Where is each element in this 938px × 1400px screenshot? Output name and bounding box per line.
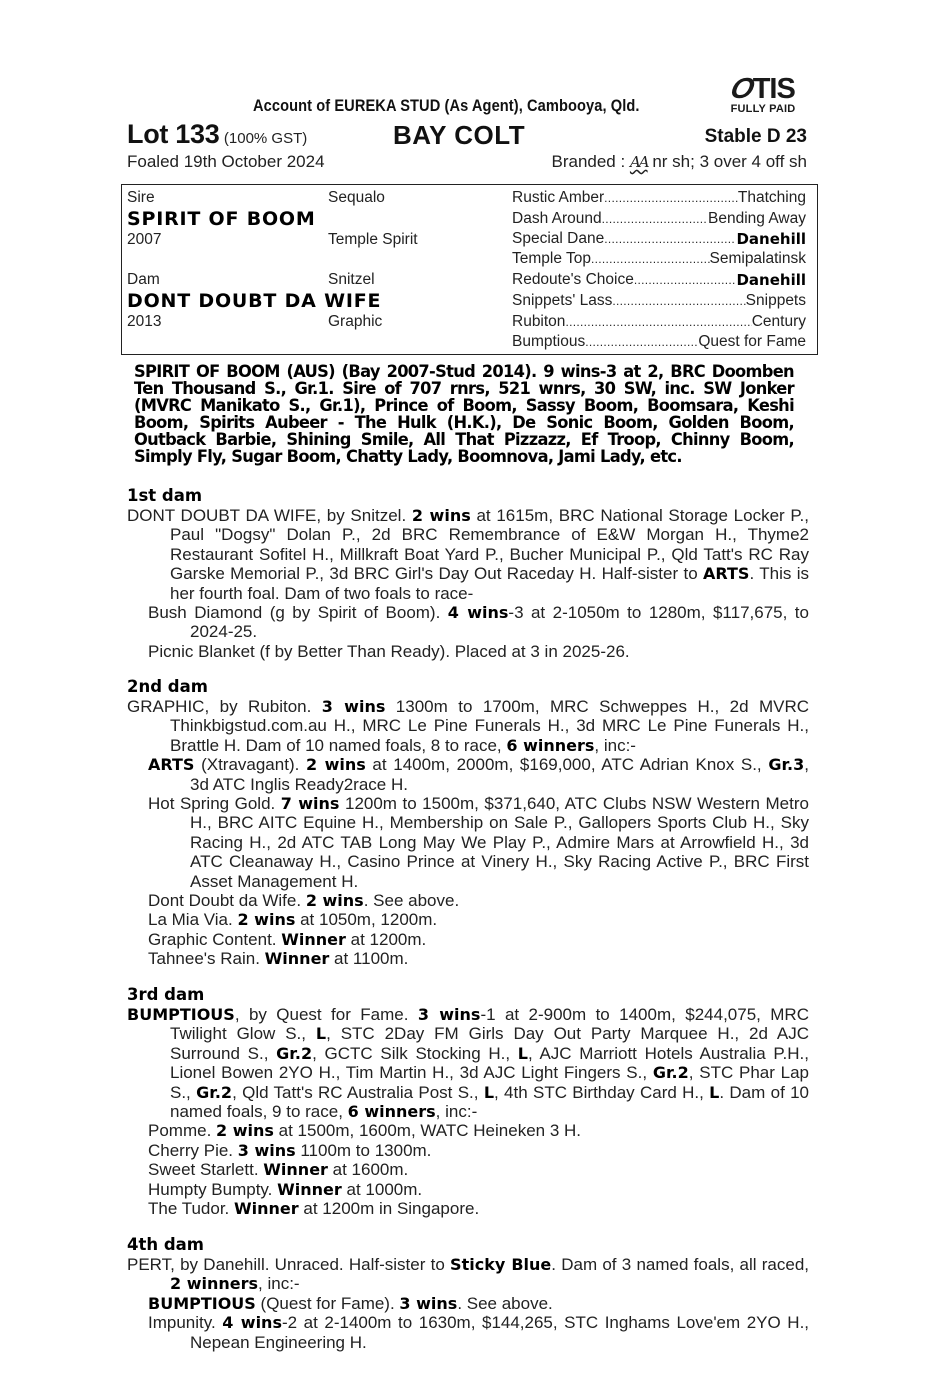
pedigree-line xyxy=(512,210,806,228)
section-title: 2nd dam xyxy=(127,677,208,696)
bold-text: 3 wins xyxy=(321,697,386,716)
bold-text: Winner xyxy=(264,949,330,969)
bold-text: 2 winners xyxy=(170,1274,259,1294)
pedigree-line xyxy=(512,230,806,248)
text: , 4th STC Birthday Card H., xyxy=(494,1082,710,1102)
progeny-entry xyxy=(127,891,809,910)
section-title: 1st dam xyxy=(127,486,203,505)
pedigree-line xyxy=(512,189,806,207)
fourth-dam-section xyxy=(127,1235,809,1352)
ancestor-right: Century xyxy=(751,313,806,330)
bold-text: 2 wins xyxy=(305,755,366,775)
bold-text: 3 wins xyxy=(417,1005,481,1024)
branded-suffix: nr sh; 3 over 4 off sh xyxy=(647,152,807,171)
ancestor-right: Danehill xyxy=(736,230,806,248)
bold-text: L xyxy=(315,1024,327,1044)
bold-text: 6 winners xyxy=(506,735,595,755)
bold-text: BUMPTIOUS xyxy=(127,1005,235,1024)
ancestor-right: Thatching xyxy=(737,189,806,206)
text: Bush Diamond (g by Spirit of Boom). xyxy=(148,603,448,623)
text: , STC Phar Lap S., xyxy=(170,1063,810,1102)
bold-text: Winner xyxy=(281,929,346,949)
ancestor-right: Quest for Fame xyxy=(698,333,806,350)
bold-text: Winner xyxy=(263,1160,328,1180)
leader-dots xyxy=(612,292,745,310)
sire-label: Sire xyxy=(127,189,155,206)
dam-name: DONT DOUBT DA WIFE xyxy=(127,290,382,312)
text: (Xtravagant). xyxy=(194,755,306,775)
text: (Quest for Fame). xyxy=(255,1293,400,1313)
pedigree-line xyxy=(512,271,806,289)
dam-entry xyxy=(127,506,809,603)
text: , inc:- xyxy=(435,1102,478,1122)
bold-text: 7 wins xyxy=(280,794,340,814)
text: 1100m to 1300m. xyxy=(295,1140,432,1160)
ancestor-left: Bumptious xyxy=(512,333,586,350)
progeny-entry xyxy=(127,603,809,642)
bold-text: L xyxy=(483,1082,495,1102)
progeny-entry xyxy=(127,642,809,661)
bold-text: 2 wins xyxy=(305,891,364,911)
bold-text: ARTS xyxy=(148,755,195,775)
ancestor-right: Danehill xyxy=(736,271,806,289)
text: . This is her fourth foal. Dam of two foals to race- xyxy=(170,564,809,603)
text: Hot Spring Gold. xyxy=(148,794,281,814)
first-dam-section xyxy=(127,486,809,661)
progeny-entry xyxy=(127,949,809,968)
text: Humpty Bumpty. xyxy=(148,1179,278,1199)
bold-text: L xyxy=(517,1043,528,1063)
ancestor-left: Special Dane xyxy=(512,230,605,247)
lot-label: Lot 133 xyxy=(127,119,220,149)
leader-dots xyxy=(565,313,751,331)
bold-text: Gr.2 xyxy=(276,1043,313,1063)
sire-name: SPIRIT OF BOOM xyxy=(127,208,316,230)
text: Picnic Blanket (f by Better Than Ready). Placed at 3 in 2025-26. xyxy=(148,641,630,661)
text: , inc:- xyxy=(594,735,636,755)
text: at 1050m, 1200m. xyxy=(295,910,438,930)
sire-year: 2007 xyxy=(127,231,162,248)
pedigree-line xyxy=(512,292,806,310)
text: 1300m to 1700m, MRC Schweppes H., 2d MVRC Thinkbigstud.com.au H., MRC Le Pine Funerals H., 3d MRC Le Pine Funerals H., Brattle H. Dam of 10 named foals, 8 to race, xyxy=(170,697,810,755)
bold-text: Winner xyxy=(234,1199,299,1219)
branded-prefix: Branded : xyxy=(551,152,630,171)
leader-dots xyxy=(604,230,736,248)
ancestor-left: Dash Around xyxy=(512,210,602,227)
otis-logo-icon xyxy=(720,73,806,115)
progeny-entry xyxy=(127,1141,809,1160)
brand-mark-icon: AA xyxy=(629,153,648,171)
sire-sire: Sequalo xyxy=(328,189,385,206)
text: Impunity. xyxy=(148,1313,223,1333)
progeny-entry xyxy=(127,1294,809,1313)
dam-entry xyxy=(127,1005,809,1121)
text: , 3d ATC Inglis Ready2race H. xyxy=(190,755,809,794)
text: , STC 2Day FM Girls Day Out Party Marquee H., 2d AJC Surround S., xyxy=(170,1024,810,1063)
ancestor-left: Temple Top xyxy=(512,250,591,267)
dam-entry xyxy=(127,1255,809,1294)
dam-sire: Snitzel xyxy=(328,271,375,288)
bold-text: 2 wins xyxy=(237,910,296,930)
text: . Dam of 10 named foals, 9 to race, xyxy=(170,1082,810,1122)
ancestor-right: Bending Away xyxy=(708,210,806,227)
lot-number xyxy=(127,119,307,150)
bold-text: BUMPTIOUS xyxy=(148,1293,256,1313)
text: Cherry Pie. xyxy=(148,1140,238,1160)
text: . See above. xyxy=(457,1293,553,1313)
text: The Tudor. xyxy=(148,1199,234,1219)
leader-dots xyxy=(602,210,708,228)
bold-text: 2 wins xyxy=(216,1121,274,1141)
bold-text: Gr.3 xyxy=(768,755,805,775)
bold-text: 6 winners xyxy=(347,1102,436,1122)
progeny-entry xyxy=(127,1199,809,1218)
text: DONT DOUBT DA WIFE, by Snitzel. xyxy=(127,506,412,525)
section-title: 3rd dam xyxy=(127,985,205,1004)
pedigree-line xyxy=(512,250,806,268)
progeny-entry xyxy=(127,1313,809,1352)
text: Sweet Starlett. xyxy=(148,1160,264,1180)
ancestor-left: Rustic Amber xyxy=(512,189,605,206)
text: Dont Doubt da Wife. xyxy=(148,891,306,911)
progeny-entry xyxy=(127,910,809,929)
text: , Qld Tatt's RC Australia Post S., xyxy=(232,1082,484,1102)
text: at 1615m, BRC National Storage Locker P., Paul "Dogsy" Dolan P., 2d BRC Remembrance of E&W Morgan H., Thyme2 Restaurant Sofitel H., Millkraft Boat Yard P., Bucher Municipal P., Qld Tatt's RC Ray Garske Memorial P., 3d BRC Girl's Day Out Raceday H. Half-sister to xyxy=(170,506,809,584)
leader-dots xyxy=(634,271,737,289)
bold-text: Gr.2 xyxy=(652,1063,689,1083)
text: at 1100m. xyxy=(329,949,409,969)
text: . Dam of 3 named foals, all raced, xyxy=(551,1255,810,1274)
bold-text: 4 wins xyxy=(222,1313,282,1333)
pedigree-line xyxy=(512,313,806,331)
bold-text: L xyxy=(709,1082,720,1102)
text: PERT, by Danehill. Unraced. Half-sister to xyxy=(127,1255,451,1274)
text: 1200m to 1500m, $371,640, ATC Clubs NSW Western Metro H., BRC AITC Equine H., Membership on Sale P., Gallopers Sports Club H., Sky Racing H., 2d ATC TAB Long May We Play P., Admire Mars at Arrowfield H., 3d ATC Cleanaway H., Casino Prince at Vinery H., Sky Racing Active P., BRC First Asset Management H. xyxy=(190,794,809,891)
text: at 1600m. xyxy=(327,1160,409,1180)
leader-dots xyxy=(585,333,698,351)
section-title: 4th dam xyxy=(127,1235,204,1254)
payment-status: FULLY PAID xyxy=(730,103,796,115)
bold-text: Winner xyxy=(277,1179,342,1199)
text: at 1400m, 2000m, $169,000, ATC Adrian Knox S., xyxy=(365,755,769,775)
text: -3 at 2-1050m to 1280m, $117,675, to 2024-25. xyxy=(190,603,809,642)
text: , by Quest for Fame. xyxy=(234,1005,418,1024)
stable-location: Stable D 23 xyxy=(704,126,807,147)
text: , AJC Marriott Hotels Australia P.H., Lionel Bowen 2YO H., Tim Martin H., 3d AJC Light Fingers S., xyxy=(170,1043,809,1083)
vendor-account: Account of EUREKA STUD (As Agent), Cambooya, Qld. xyxy=(253,96,640,115)
text: , GCTC Silk Stocking H., xyxy=(312,1043,518,1063)
text: , inc:- xyxy=(258,1274,300,1294)
ancestor-right: Semipalatinsk xyxy=(709,250,806,267)
pedigree-line xyxy=(512,333,806,351)
progeny-entry xyxy=(127,755,809,794)
text: at 1200m. xyxy=(345,929,427,949)
sire-dam: Temple Spirit xyxy=(328,231,418,248)
bold-text: Sticky Blue xyxy=(450,1255,552,1274)
otis-brand: OTIS xyxy=(727,73,795,105)
dam-entry xyxy=(127,697,809,755)
ancestor-left: Rubiton xyxy=(512,313,566,330)
text: GRAPHIC, by Rubiton. xyxy=(127,697,322,716)
progeny-entry xyxy=(127,930,809,949)
ancestor-left: Redoute's Choice xyxy=(512,271,634,288)
text: at 1200m in Singapore. xyxy=(298,1199,480,1219)
ancestor-left: Snippets' Lass xyxy=(512,292,613,309)
text: at 1500m, 1600m, WATC Heineken 3 H. xyxy=(273,1121,582,1141)
text: at 1000m. xyxy=(341,1179,423,1199)
second-dam-section xyxy=(127,677,809,969)
text: -2 at 2-1400m to 1630m, $144,265, STC Inghams Love'em 2YO H., Nepean Engineering H. xyxy=(190,1313,810,1352)
text: La Mia Via. xyxy=(148,910,238,930)
text: -1 at 2-900m to 1400m, $244,075, MRC Twilight Glow S., xyxy=(170,1005,809,1044)
progeny-entry xyxy=(127,1160,809,1179)
text: Graphic Content. xyxy=(148,929,282,949)
bold-text: Gr.2 xyxy=(196,1082,233,1102)
foaling-date: Foaled 19th October 2024 xyxy=(127,152,325,171)
bold-text: ARTS xyxy=(703,564,750,584)
dam-dam: Graphic xyxy=(328,313,383,330)
dam-label: Dam xyxy=(127,271,160,288)
leader-dots xyxy=(591,250,710,268)
progeny-entry xyxy=(127,1180,809,1199)
bold-text: 4 wins xyxy=(447,603,509,623)
progeny-entry xyxy=(127,794,809,891)
bold-text: 3 wins xyxy=(237,1140,296,1160)
dam-year: 2013 xyxy=(127,313,162,330)
sire-biography: SPIRIT OF BOOM (AUS) (Bay 2007-Stud 2014). 9 wins-3 at 2, BRC Doomben Ten Thousand S., Gr.1. Sire of 707 rnrs, 521 wnrs, 30 SW, inc. SW Jonker (MVRC Manikato S., Gr.1), Prince of Boom, Sassy Boom, Boomsara, Keshi Boom, Spirits Aubeer - The Hulk (H.K.), De Sonic Boom, Golden Boom, Outback Barbie, Shining Smile, All That Pizzazz, Ef Troop, Chinny Boom, Simply Fly, Sugar Boom, Chatty Lady, Boomnova, Jami Lady, etc. xyxy=(134,362,794,466)
ancestor-right: Snippets xyxy=(745,292,806,309)
colour-sex: BAY COLT xyxy=(393,120,526,150)
gst-note: (100% GST) xyxy=(223,130,308,147)
text: . See above. xyxy=(363,891,460,911)
bold-text: 3 wins xyxy=(399,1293,458,1313)
progeny-entry xyxy=(127,1121,809,1140)
text: Tahnee's Rain. xyxy=(148,949,265,969)
leader-dots xyxy=(604,189,738,207)
brand-description xyxy=(551,152,807,172)
third-dam-section xyxy=(127,985,809,1218)
text: Pomme. xyxy=(148,1121,217,1141)
bold-text: 2 wins xyxy=(411,506,471,525)
